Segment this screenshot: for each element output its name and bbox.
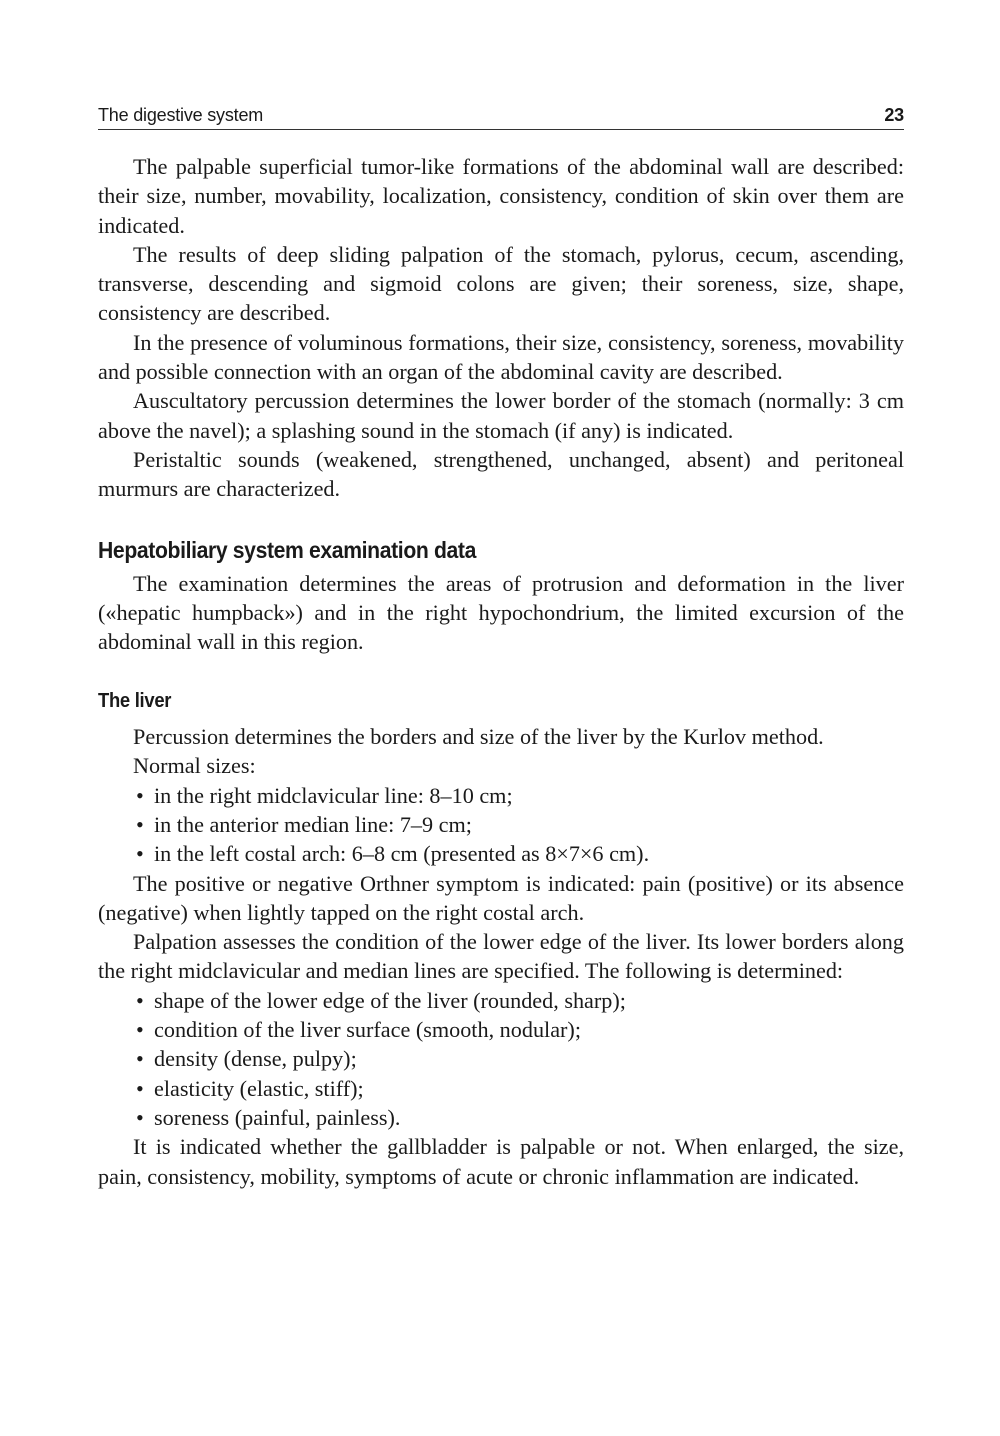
paragraph-liver-palpation: Palpation assesses the condition of the lower edge of the liver. Its lower borders along the right midclavicular and median lines are specified. The following is determined: [98, 929, 904, 984]
list-item-text: density (dense, pulpy); [154, 1046, 357, 1072]
paragraph-deep-palpation: The results of deep sliding palpation of the stomach, pylorus, cecum, ascending, transverse, descending and sigmoid colons are given; their soreness, size, shape, consistency are described. [98, 241, 904, 326]
paragraph-gallbladder: It is indicated whether the gallbladder is palpable or not. When enlarged, the size, pain, consistency, mobility, symptoms of acute or chronic inflammation are indicated. [98, 1134, 904, 1189]
chapter-title: The digestive system [98, 105, 264, 125]
bullet-icon: • [136, 1075, 144, 1101]
list-item-text: condition of the liver surface (smooth, nodular); [154, 1017, 581, 1043]
list-item-text: soreness (painful, painless). [154, 1104, 401, 1130]
list-item-text: elasticity (elastic, stiff); [154, 1075, 364, 1101]
paragraph-orthner-symptom: The positive or negative Orthner symptom is indicated: pain (positive) or its absence (negative) when lightly tapped on the right costal arch. [98, 870, 904, 925]
list-item-text: in the anterior median line: 7–9 cm; [154, 811, 472, 837]
liver-palpation-list [98, 986, 904, 1132]
list-item [98, 810, 904, 839]
liver-size-list [98, 781, 904, 869]
paragraph-voluminous-formations: In the presence of voluminous formations, their size, consistency, soreness, movability and possible connection with an organ of the abdominal cavity are described. [98, 329, 904, 385]
bullet-icon: • [136, 811, 144, 837]
list-item [98, 1103, 904, 1132]
bullet-icon: • [136, 1046, 144, 1072]
bullet-icon: • [136, 1104, 144, 1130]
list-item-text: in the left costal arch: 6–8 cm (presented as 8×7×6 cm). [154, 841, 650, 867]
paragraph-kurlov-percussion: Percussion determines the borders and size of the liver by the Kurlov method. [133, 724, 824, 750]
paragraph-hepatobiliary-examination: The examination determines the areas of protrusion and deformation in the liver («hepatic humpback») and in the right hypochondrium, the limited excursion of the abdominal wall in this region. [98, 570, 904, 655]
list-item [98, 781, 904, 810]
bullet-icon: • [136, 782, 144, 808]
bullet-icon: • [136, 841, 144, 867]
section-heading-hepatobiliary: Hepatobiliary system examination data [98, 536, 476, 563]
list-item [98, 1044, 904, 1073]
page-body [98, 152, 904, 1191]
list-item [98, 1015, 904, 1044]
paragraph-peristaltic-sounds: Peristaltic sounds (weakened, strengthened, unchanged, absent) and peritoneal murmurs are characterized. [98, 446, 904, 502]
page-number: 23 [884, 105, 904, 125]
list-item [98, 986, 904, 1015]
bullet-icon: • [136, 987, 144, 1013]
normal-sizes-label: Normal sizes: [133, 753, 256, 779]
subsection-heading-liver: The liver [98, 689, 172, 712]
bullet-icon: • [136, 1017, 144, 1043]
list-item [98, 839, 904, 868]
running-header [98, 98, 904, 130]
paragraph-auscultatory-percussion: Auscultatory percussion determines the lower border of the stomach (normally: 3 cm above the navel); a splashing sound in the stomach (if any) is indicated. [98, 388, 904, 443]
paragraph-tumor-formations: The palpable superficial tumor-like formations of the abdominal wall are described: their size, number, movability, localization, consistency, condition of skin over them are indicated. [98, 154, 904, 238]
list-item-text: shape of the lower edge of the liver (rounded, sharp); [154, 987, 626, 1013]
list-item [98, 1074, 904, 1103]
list-item-text: in the right midclavicular line: 8–10 cm; [154, 782, 513, 808]
book-page [98, 98, 904, 1191]
